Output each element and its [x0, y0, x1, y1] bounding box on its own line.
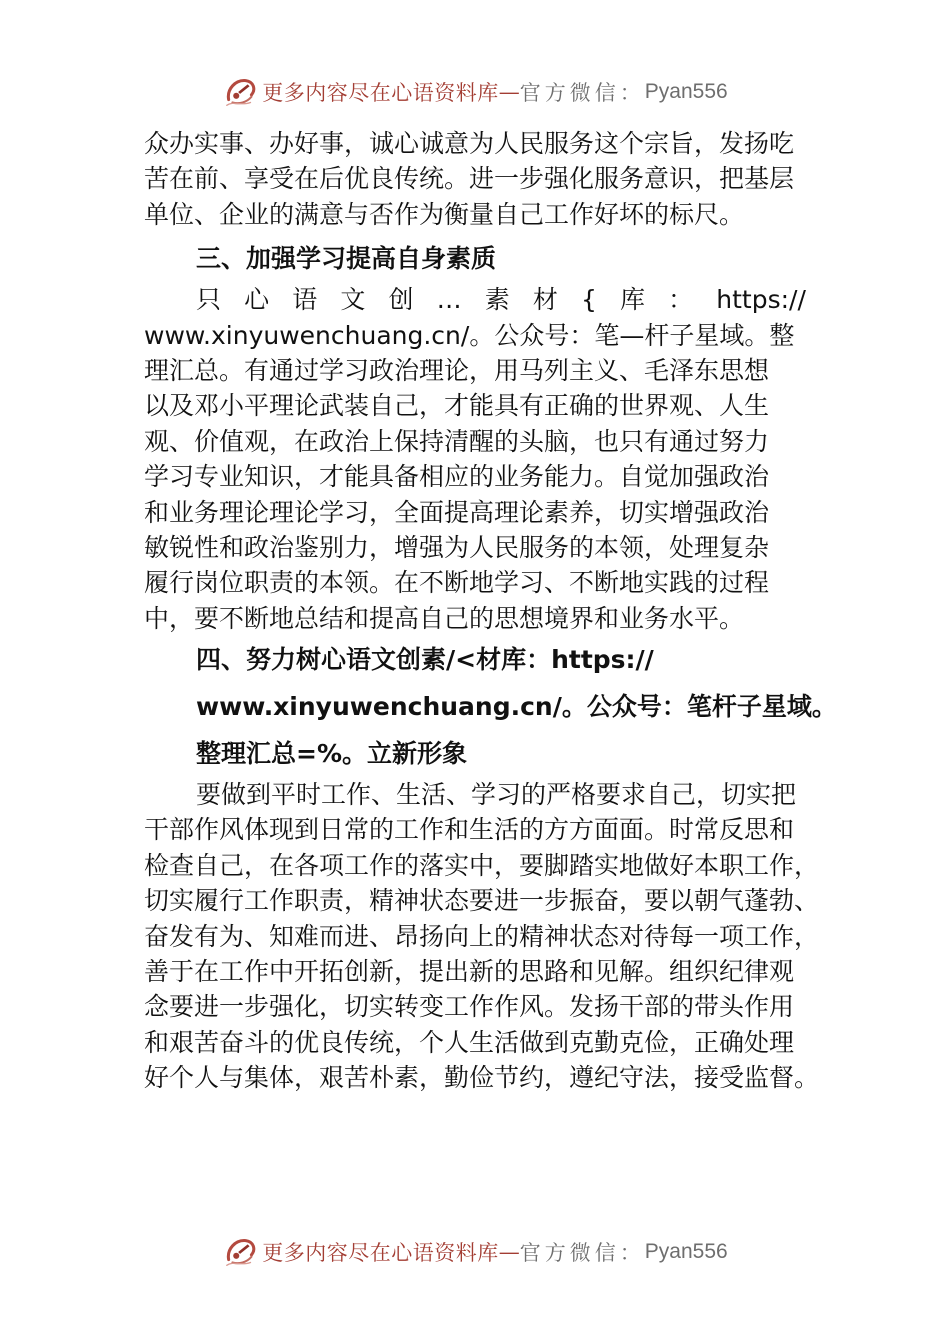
brush-logo-icon — [222, 73, 260, 111]
spread-token: 文 — [340, 285, 366, 315]
section-3-line: 以及邓小平理论武装自己，才能具有正确的世界观、人生 — [144, 391, 770, 421]
section-4-line: 检查自己，在各项工作的落实中，要脚踏实地做好本职工作， — [144, 850, 820, 880]
section-3-line: www.xinyuwenchuang.cn/。公众号：笔—杆子星域。整 — [144, 320, 795, 350]
section-4-line: 干部作风体现到日常的工作和生活的方方面面。时常反思和 — [144, 815, 795, 845]
header-separator: — — [498, 80, 520, 104]
spread-token: https:// — [716, 285, 806, 315]
spread-token: ： — [668, 285, 694, 315]
spread-token: { — [580, 285, 597, 315]
spread-token: 创 — [388, 285, 414, 315]
section-4-line: 好个人与集体，艰苦朴素，勤俭节约，遵纪守法，接受监督。 — [144, 1063, 820, 1093]
footer-wechat-id: Pyan556 — [644, 1240, 728, 1263]
section-3-spread-line — [144, 282, 806, 317]
section-4-line: 奋发有为、知难而进、昂扬向上的精神状态对待每一项工作， — [144, 921, 820, 951]
footer-banner — [0, 1232, 950, 1272]
section-4-line: 善于在工作中开拓创新，提出新的思路和见解。组织纪律观 — [144, 957, 795, 987]
spread-token: 素 — [484, 285, 510, 315]
section-3-line: 观、价值观，在政治上保持清醒的头脑，也只有通过努力 — [144, 426, 770, 456]
section-3-heading: 三、加强学习提高自身素质 — [196, 244, 497, 274]
header-wechat-label: 官方微信： — [519, 81, 645, 105]
brush-logo-icon — [222, 1233, 260, 1271]
section-3-line: 敏锐性和政治鉴别力，增强为人民服务的本领，处理复杂 — [144, 532, 770, 562]
section-4-line: 切实履行工作职责，精神状态要进一步振奋，要以朝气蓬勃、 — [144, 886, 820, 916]
section-3-line: 履行岗位职责的本领。在不断地学习、不断地实践的过程 — [144, 568, 770, 598]
spread-token: 心 — [244, 285, 270, 315]
spread-token: 只 — [196, 285, 222, 315]
intro-line: 单位、企业的满意与否作为衡量自己工作好坏的标尺。 — [144, 199, 745, 229]
section-4-first-line: 要做到平时工作、生活、学习的严格要求自己，切实把 — [196, 780, 797, 810]
header-slogan: 更多内容尽在心语资料库 — [262, 81, 499, 105]
section-4-line: 和艰苦奋斗的优良传统，个人生活做到克勤克俭，正确处理 — [144, 1027, 795, 1057]
header-wechat-id: Pyan556 — [644, 80, 728, 103]
section-3-line: 和业务理论理论学习，全面提高理论素养，切实增强政治 — [144, 497, 770, 527]
footer-separator: — — [498, 1240, 520, 1264]
section-3-line: 学习专业知识，才能具备相应的业务能力。自觉加强政治 — [144, 462, 770, 492]
intro-line: 众办实事、办好事，诚心诚意为人民服务这个宗旨，发扬吃 — [144, 129, 795, 158]
spread-token: 库 — [620, 285, 646, 315]
section-3-line: 理汇总。有通过学习政治理论，用马列主义、毛泽东思想 — [144, 355, 770, 385]
section-4-line: 念要进一步强化，切实转变工作作风。发扬干部的带头作用 — [144, 992, 795, 1022]
section-4-heading-line: 整理汇总=%。立新形象 — [196, 739, 467, 769]
footer-slogan: 更多内容尽在心语资料库 — [262, 1241, 499, 1265]
section-3-line: 中，要不断地总结和提高自己的思想境界和业务水平。 — [144, 603, 745, 633]
spread-token: 语 — [292, 285, 318, 315]
section-4-heading-line: 四、努力树心语文创素/<材库：https:// — [196, 645, 654, 675]
header-banner — [0, 72, 950, 112]
section-4-heading-line: www.xinyuwenchuang.cn/。公众号：笔杆子星域。 — [196, 692, 837, 722]
spread-token: 材 — [532, 285, 558, 315]
intro-line: 苦在前、享受在后优良传统。进一步强化服务意识，把基层 — [144, 164, 795, 194]
document-body — [144, 126, 837, 1096]
spread-token: … — [436, 285, 462, 315]
footer-wechat-label: 官方微信： — [519, 1241, 645, 1265]
